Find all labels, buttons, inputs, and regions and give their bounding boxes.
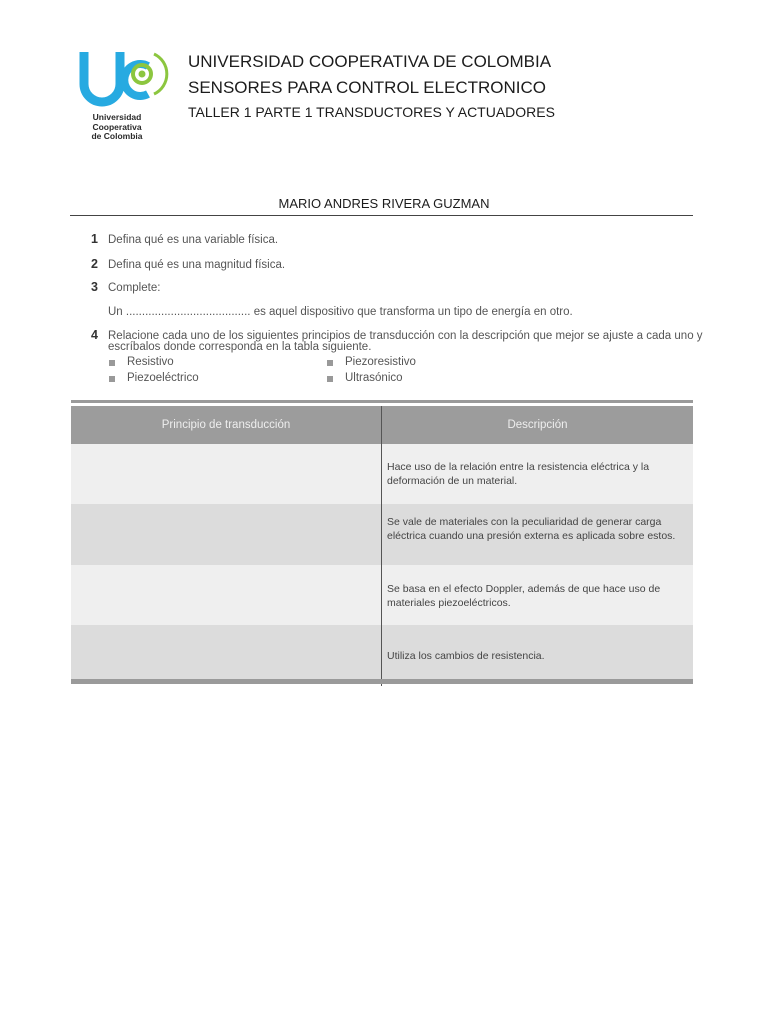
table-top-border: [71, 400, 693, 403]
table-header: [71, 406, 693, 444]
bullet-icon: [327, 376, 333, 382]
question-2-number: 2: [91, 257, 98, 271]
table-row: [71, 625, 693, 679]
student-name: MARIO ANDRES RIVERA GUZMAN: [278, 196, 490, 211]
table-header-description: Descripción: [507, 419, 568, 431]
table-row-description: Se vale de materiales con la peculiaridad de generar carga eléctrica cuando una presión externa es aplicada sobre estos.: [387, 516, 676, 542]
table-row-description: Hace uso de la relación entre la resistencia eléctrica y la deformación de un material.: [387, 461, 650, 487]
assignment-title: TALLER 1 PARTE 1 TRANSDUCTORES Y ACTUADORES: [188, 104, 555, 120]
question-4-text-line1: Relacione cada uno de los siguientes principios de transducción con la descripción que mejor se ajuste a cada uno y: [108, 330, 703, 342]
table-row: [71, 444, 693, 504]
table-bottom-border: [71, 679, 693, 684]
table-row-description: Se basa en el efecto Doppler, además de que hace uso de materiales piezoeléctricos.: [387, 583, 661, 609]
option-piezoelectrico: Piezoeléctrico: [127, 372, 199, 384]
university-name: UNIVERSIDAD COOPERATIVA DE COLOMBIA: [188, 52, 552, 71]
option-piezoresistivo: Piezoresistivo: [345, 356, 416, 368]
question-1-number: 1: [91, 232, 98, 246]
option-resistivo: Resistivo: [127, 356, 174, 368]
table-row: [71, 565, 693, 625]
header-divider: [70, 215, 693, 216]
bullet-icon: [109, 360, 115, 366]
question-4-text-line2: escríbalos donde corresponda en la tabla siguiente.: [108, 341, 372, 353]
table-row: [71, 504, 693, 565]
course-name: SENSORES PARA CONTROL ELECTRONICO: [188, 78, 547, 97]
table-column-divider: [381, 406, 382, 686]
complete-sentence: Un ....................................... es aquel dispositivo que transforma un tipo de energía en otro.: [108, 306, 573, 318]
option-ultrasonico: Ultrasónico: [345, 372, 403, 384]
question-3-text: Complete:: [108, 282, 161, 294]
question-1-text: Defina qué es una variable física.: [108, 234, 279, 246]
question-4-number: 4: [91, 328, 98, 342]
logo-caption-line2: de Colombia: [91, 131, 143, 141]
logo-caption: [70, 113, 164, 142]
bullet-icon: [327, 360, 333, 366]
question-2-text: Defina qué es una magnitud física.: [108, 259, 286, 271]
question-3-number: 3: [91, 280, 98, 294]
logo-caption-line1: Universidad Cooperativa: [92, 112, 142, 132]
table-header-principle: Principio de transducción: [161, 419, 291, 431]
bullet-icon: [109, 376, 115, 382]
table-row-description: Utiliza los cambios de resistencia.: [387, 650, 545, 662]
